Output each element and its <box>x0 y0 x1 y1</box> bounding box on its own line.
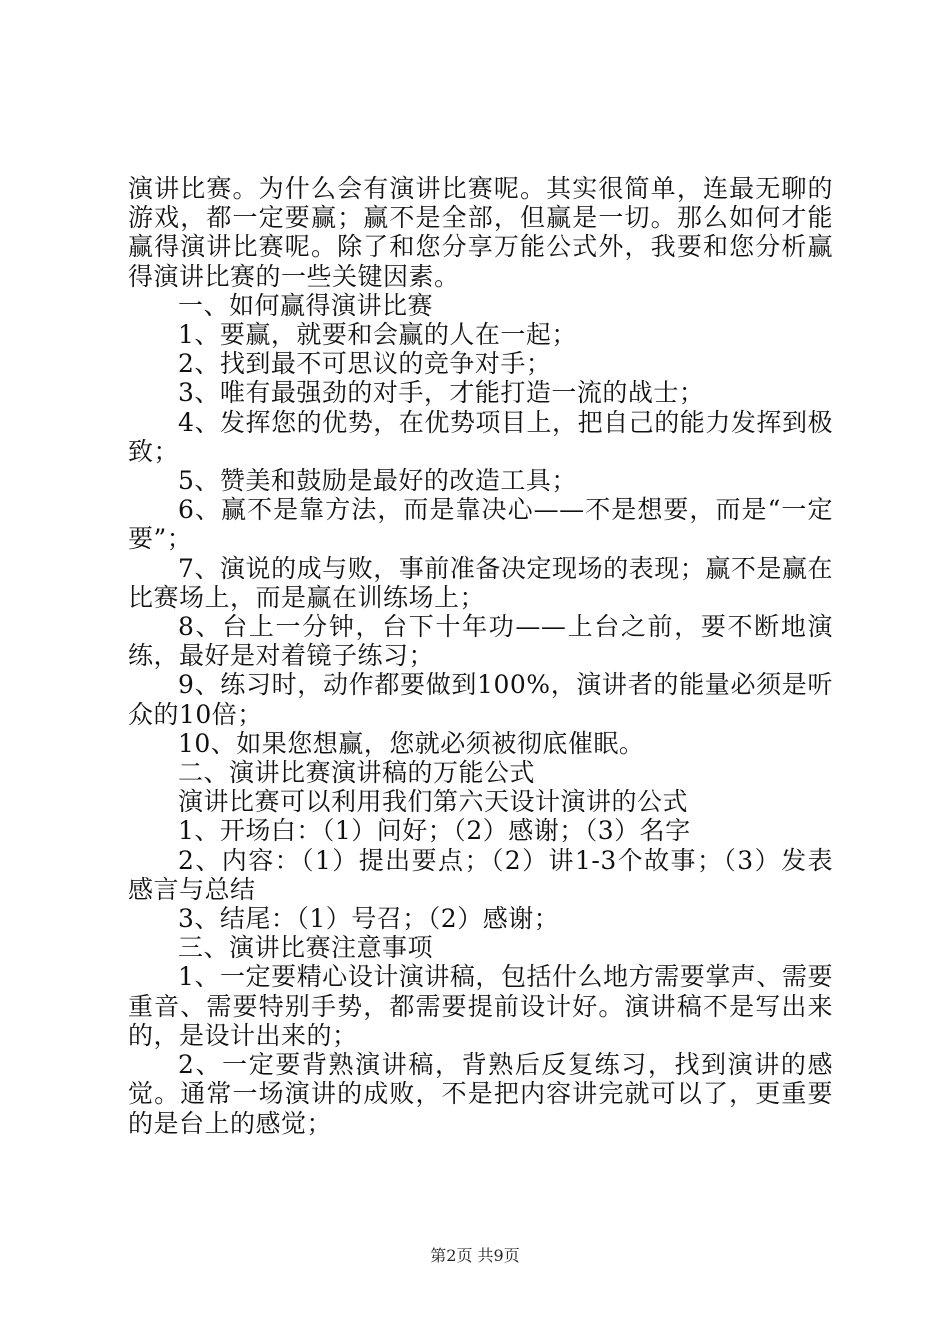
list-item: 1、要赢，就要和会赢的人在一起； <box>178 320 577 350</box>
section-heading: 二、演讲比赛演讲稿的万能公式 <box>178 758 536 788</box>
list-item: 6、赢不是靠方法，而是靠决心——不是想要，而是“一定要”； <box>128 495 833 554</box>
page-footer <box>0 1243 950 1266</box>
document-body <box>128 174 833 1138</box>
list-item: 3、唯有最强劲的对手，才能打造一流的战士； <box>178 378 705 408</box>
paragraph: 演讲比赛。为什么会有演讲比赛呢。其实很简单，连最无聊的游戏，都一定要赢；赢不是全部，但赢是一切。那么如何才能赢得演讲比赛呢。除了和您分享万能公式外，我要和您分析赢得演讲比赛的一些关键因素。 <box>128 174 833 291</box>
section-heading: 一、如何赢得演讲比赛 <box>178 290 434 320</box>
list-item: 2、找到最不可思议的竞争对手； <box>178 349 552 379</box>
list-item: 9、练习时，动作都要做到100%，演讲者的能量必须是听众的10倍； <box>128 670 833 729</box>
list-item: 3、结尾：（1）号召；（2）感谢； <box>178 904 560 934</box>
paragraph: 演讲比赛可以利用我们第六天设计演讲的公式 <box>178 787 689 817</box>
list-item: 8、台上一分钟，台下十年功——上台之前，要不断地演练，最好是对着镜子练习； <box>128 612 833 671</box>
list-item: 4、发挥您的优势，在优势项目上，把自己的能力发挥到极致； <box>128 407 833 466</box>
list-item: 10、如果您想赢，您就必须被彻底催眠。 <box>178 728 645 758</box>
page-number-label: 第2页 共9页 <box>430 1246 520 1265</box>
list-item: 2、一定要背熟演讲稿，背熟后反复练习，找到演讲的感觉。通常一场演讲的成败，不是把内容讲完就可以了，更重要的是台上的感觉； <box>128 1050 833 1138</box>
list-item: 5、赞美和鼓励是最好的改造工具； <box>178 466 577 496</box>
section-heading: 三、演讲比赛注意事项 <box>178 933 434 963</box>
list-item: 1、一定要精心设计演讲稿，包括什么地方需要掌声、需要重音、需要特别手势，都需要提前设计好。演讲稿不是写出来的，是设计出来的； <box>128 962 833 1050</box>
list-item: 7、演说的成与败，事前准备决定现场的表现；赢不是赢在比赛场上，而是赢在训练场上； <box>128 553 833 612</box>
list-item: 1、开场白：（1）问好；（2）感谢；（3）名字 <box>178 816 691 846</box>
list-item: 2、内容：（1）提出要点；（2）讲1-3个故事；（3）发表感言与总结 <box>128 845 833 904</box>
